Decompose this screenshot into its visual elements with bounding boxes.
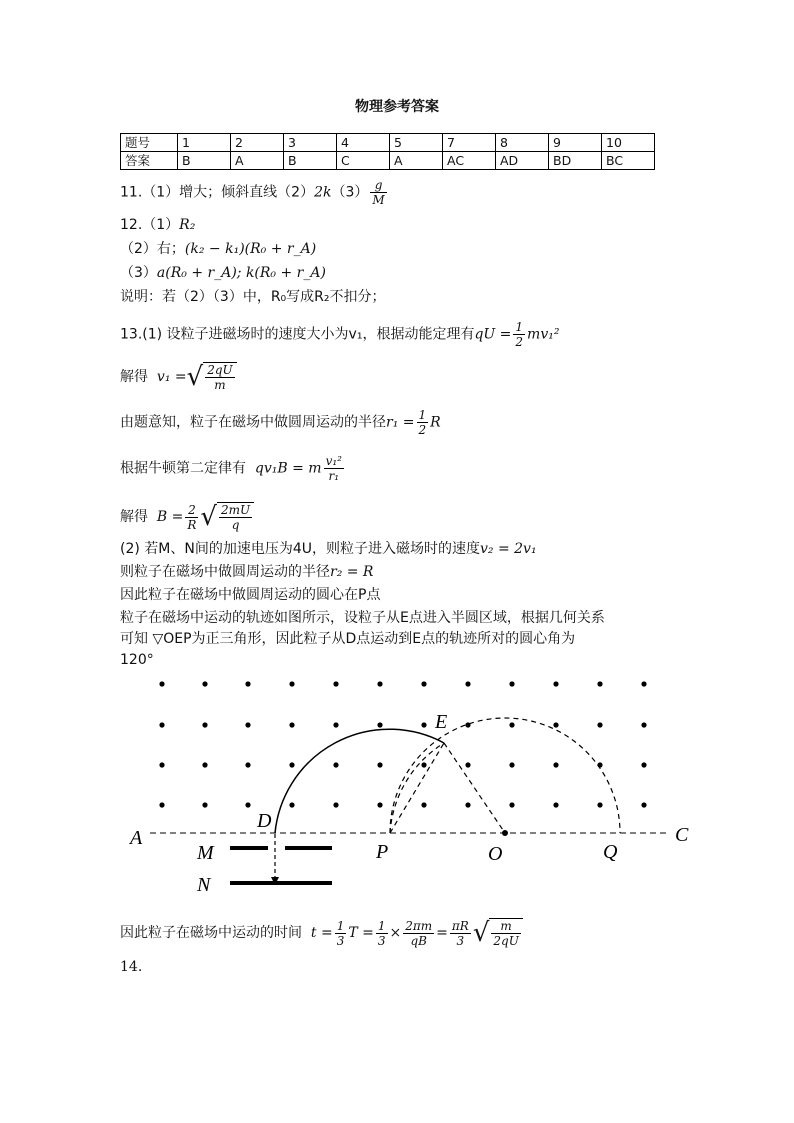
q11-line: 11.（1）增大；倾斜直线（2）2k（3） $\frac{g}{M}$ <box>120 178 385 207</box>
point-o <box>502 830 508 836</box>
field-dot <box>377 802 382 807</box>
field-dot <box>597 681 602 686</box>
page-title: 物理参考答案 <box>355 99 439 115</box>
label-p: P <box>376 841 389 863</box>
q13-line-5: 解得 B = $\frac{2}{R}$ √ $\frac{2mU}{q}$ <box>120 502 254 532</box>
table-cell: 5 <box>390 134 443 152</box>
label-m: M <box>197 842 214 864</box>
field-dot <box>509 802 514 807</box>
field-dot <box>245 681 250 686</box>
field-dot <box>465 802 470 807</box>
arc-pe <box>390 743 444 833</box>
answer-table <box>120 133 655 170</box>
table-cell: B <box>284 152 337 170</box>
field-dot <box>202 722 207 727</box>
field-dot <box>333 681 338 686</box>
table-cell: C <box>337 152 390 170</box>
field-dot <box>159 681 164 686</box>
q13-line-2: 解得 v₁ =√ $\frac{2qU}{m}$ <box>120 362 237 392</box>
field-dots <box>159 681 646 807</box>
table-cell: 10 <box>602 134 655 152</box>
fraction: $\frac{g}{M}$ <box>372 178 385 207</box>
q13-line-4: 根据牛顿第二定律有 qv₁B = m $\frac{\text{v₁²}}{\text{r₁}}$ <box>120 454 342 483</box>
field-dot <box>333 802 338 807</box>
segment-pe <box>390 743 444 833</box>
field-dot <box>245 722 250 727</box>
q13-line-11: 120° <box>120 652 154 668</box>
q13-line-12: 因此粒子在磁场中运动的时间 t = $\frac{1}{3}$ T = $\frac{1}{3}$ × $\frac{2\pi m}{qB}$ = $\frac{\pi R}{3}$ √ $\frac{m}{2qU}$ <box>120 918 523 948</box>
table-cell: 2 <box>231 134 284 152</box>
table-cell: A <box>390 152 443 170</box>
field-dot <box>641 802 646 807</box>
field-dot <box>245 762 250 767</box>
q13-line-7: 则粒子在磁场中做圆周运动的半径r₂ = R <box>120 564 374 580</box>
field-dot <box>289 722 294 727</box>
field-dot <box>421 722 426 727</box>
field-dot <box>465 762 470 767</box>
field-dot <box>509 722 514 727</box>
q12-note: 说明：若（2）（3）中，R₀写成R₂不扣分； <box>120 289 386 305</box>
field-dot <box>377 722 382 727</box>
field-dot <box>553 681 558 686</box>
q13-line-9: 粒子在磁场中运动的轨迹如图所示，设粒子从E点进入半圆区域，根据几何关系 <box>120 610 605 626</box>
field-dot <box>553 722 558 727</box>
field-dot <box>421 762 426 767</box>
table-row <box>121 152 655 170</box>
field-dot <box>421 681 426 686</box>
field-dot <box>377 681 382 686</box>
q13-line-6: (2) 若M、N间的加速电压为4U，则粒子进入磁场时的速度v₂ = 2v₁ <box>120 541 537 557</box>
label-c: C <box>675 824 689 846</box>
field-dot <box>159 722 164 727</box>
q12-line-2: （2）右；(k₂ − k₁)(R₀ + r_A) <box>120 241 317 257</box>
table-cell: 8 <box>496 134 549 152</box>
field-dot <box>509 681 514 686</box>
field-dot <box>333 762 338 767</box>
field-dot <box>553 762 558 767</box>
table-cell: 答案 <box>121 152 178 170</box>
label-a: A <box>130 827 143 849</box>
q13-line-10: 可知 ▽OEP为正三角形，因此粒子从D点运动到E点的轨迹所对的圆心角为 <box>120 631 576 647</box>
table-cell: 4 <box>337 134 390 152</box>
field-dot <box>245 802 250 807</box>
field-dot <box>597 722 602 727</box>
label-e: E <box>435 711 448 733</box>
field-dot <box>597 802 602 807</box>
label-o: O <box>488 843 503 865</box>
field-dot <box>465 681 470 686</box>
field-dot <box>289 681 294 686</box>
table-cell: AC <box>443 152 496 170</box>
q13-line-1: 13.(1) 设粒子进磁场时的速度大小为v₁，根据动能定理有qU = $\frac{1}{2}$ mv₁² <box>120 320 560 349</box>
field-dot <box>509 762 514 767</box>
table-cell: BC <box>602 152 655 170</box>
table-cell: 1 <box>178 134 231 152</box>
field-dot <box>202 802 207 807</box>
q13-line-3: 由题意知，粒子在磁场中做圆周运动的半径r₁ = $\frac{1}{2}$ R <box>120 408 441 437</box>
q12-line-1: 12.（1）R₂ <box>120 217 196 233</box>
field-dot <box>641 762 646 767</box>
field-dot <box>553 802 558 807</box>
field-dot <box>641 681 646 686</box>
q13-line-8: 因此粒子在磁场中做圆周运动的圆心在P点 <box>120 587 381 603</box>
table-cell: AD <box>496 152 549 170</box>
label-n: N <box>197 874 211 896</box>
trajectory-arc <box>275 729 444 833</box>
field-dot <box>377 762 382 767</box>
field-dot <box>159 802 164 807</box>
segment-eo <box>444 743 505 833</box>
field-dot <box>289 762 294 767</box>
q14-label: 14. <box>120 959 143 975</box>
table-row <box>121 134 655 152</box>
magnetic-field-diagram <box>120 670 700 900</box>
table-cell: BD <box>549 152 602 170</box>
field-dot <box>159 762 164 767</box>
q12-line-3: （3）a(R₀ + r_A); k(R₀ + r_A) <box>120 265 326 281</box>
field-dot <box>421 802 426 807</box>
field-dot <box>289 802 294 807</box>
table-cell: 7 <box>443 134 496 152</box>
table-cell: B <box>178 152 231 170</box>
field-dot <box>202 762 207 767</box>
field-dot <box>202 681 207 686</box>
field-dot <box>333 722 338 727</box>
label-q: Q <box>603 841 618 863</box>
label-d: D <box>257 810 272 832</box>
field-dot <box>641 722 646 727</box>
table-cell: 3 <box>284 134 337 152</box>
table-cell: 题号 <box>121 134 178 152</box>
table-cell: 9 <box>549 134 602 152</box>
table-cell: A <box>231 152 284 170</box>
